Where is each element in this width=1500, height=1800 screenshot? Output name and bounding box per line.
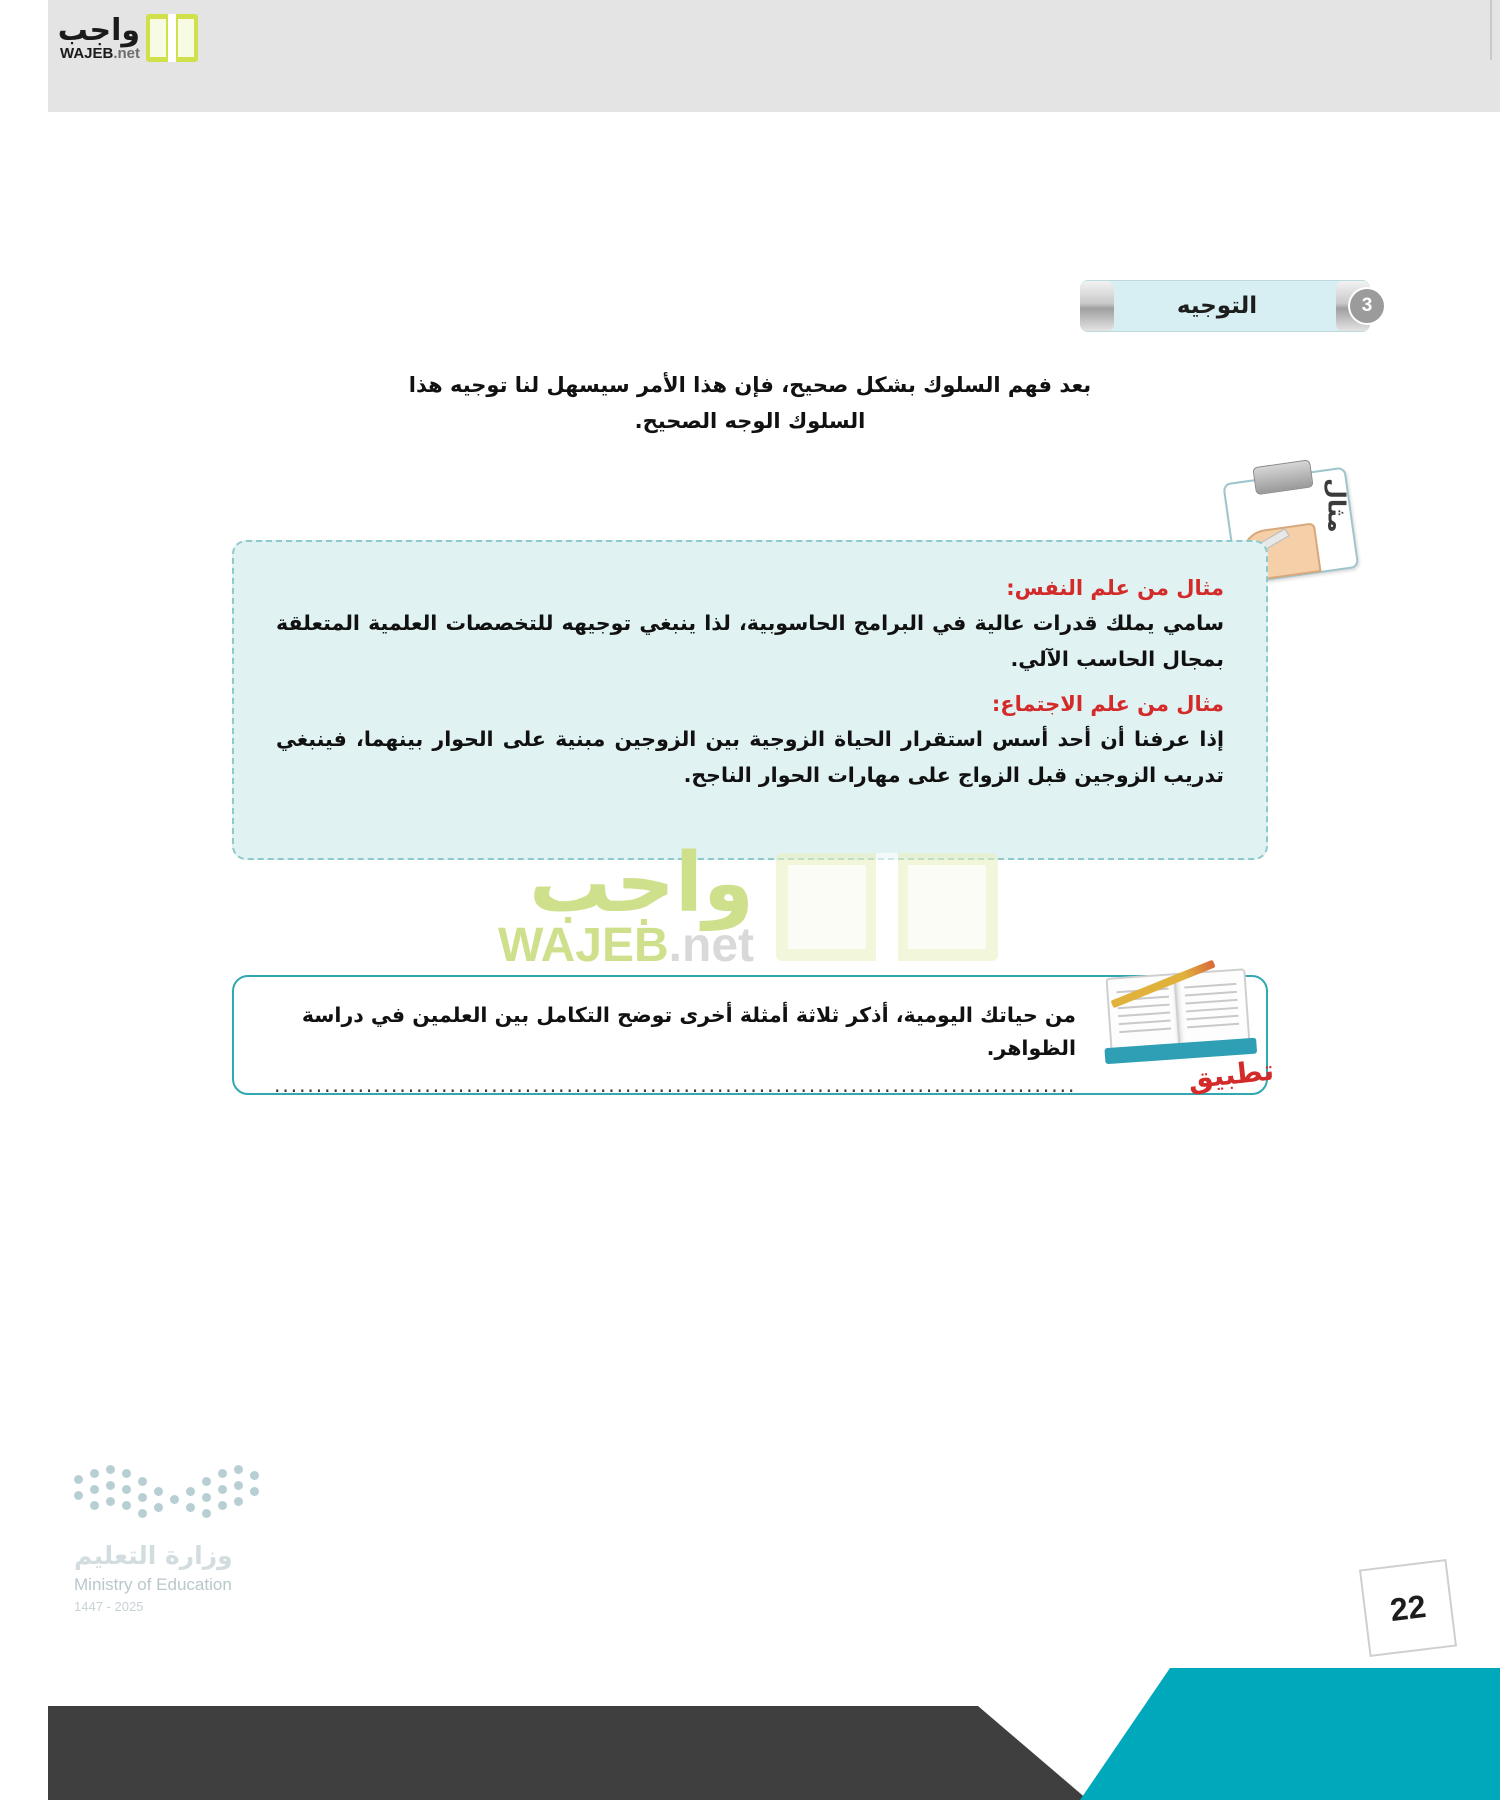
footer-bar [48,1668,1500,1800]
site-logo-arabic: واجب [57,12,140,48]
example-icon-label: مثال [1322,478,1351,533]
header-band [48,0,1500,112]
site-logo-latin [60,46,140,61]
ministry-dots-icon [74,1465,274,1525]
header-band-inner [48,0,1500,112]
footer-dark-shape [48,1668,1088,1800]
apply-book-icon [1094,955,1284,1095]
apply-card [232,975,1276,1097]
book-right-lines [1184,983,1239,1035]
site-logo-tld: .net [113,44,140,62]
section-intro-text: بعد فهم السلوك بشكل صحيح، فإن هذا الأمر سيسهل لنا توجيه هذا السلوك الوجه الصحيح. [408,373,1092,433]
apply-label: تطبيق [1186,1053,1276,1096]
footer-teal-shape [1080,1668,1500,1800]
watermark-arabic: واجب [529,836,755,931]
watermark-latin-main: WAJEB [497,918,669,972]
example-heading-psychology: مثال من علم النفس: [1006,576,1224,600]
ministry-year: 2025 - 1447 [74,1599,144,1614]
book-right-page [1173,968,1250,1049]
watermark-latin [497,918,755,972]
section-number-badge: 3 [1350,289,1384,323]
open-book-graphic [1106,968,1251,1054]
book-left-page [1106,973,1183,1054]
site-logo-latin-main: WAJEB [59,44,114,62]
page-edge-rule [1490,0,1492,60]
example-body-sociology: إذا عرفنا أن أحد أسس استقرار الحياة الزوجية بين الزوجين مبنية على الحوار بينهما، فينبغي تدريب الزوجين قبل الزواج على مهارات الحوار الناجح. [276,726,1224,787]
section-title: التوجيه [1176,293,1258,319]
page-number: 22 [1359,1559,1457,1657]
watermark-book-icon [772,847,1002,967]
ministry-logo [60,1465,330,1615]
apply-answer-line[interactable]: ................................................................................................ [274,1072,1076,1097]
example-heading-sociology: مثال من علم الاجتماع: [991,691,1224,716]
page-watermark [0,836,1500,972]
apply-question-text: من حياتك اليومية، أذكر ثلاثة أمثلة أخرى توضح التكامل بين العلمين في دراسة الظواهر. [301,1003,1076,1060]
ministry-name-arabic: وزارة التعليم [74,1541,233,1570]
example-body-psychology: سامي يملك قدرات عالية في البرامج الحاسوبية، لذا ينبغي توجيهه للتخصصات العلمية المتعلقة بمجال الحاسب الآلي. [276,611,1224,671]
site-logo[interactable] [0,4,200,72]
site-logo-text [57,12,140,62]
example-card [232,540,1268,860]
section-header [1080,280,1373,332]
left-margin [0,0,48,1800]
watermark-tld: .net [668,918,755,972]
open-book-icon [144,10,200,66]
ministry-name-english: Ministry of Education [74,1575,232,1594]
watermark-text [497,836,755,972]
